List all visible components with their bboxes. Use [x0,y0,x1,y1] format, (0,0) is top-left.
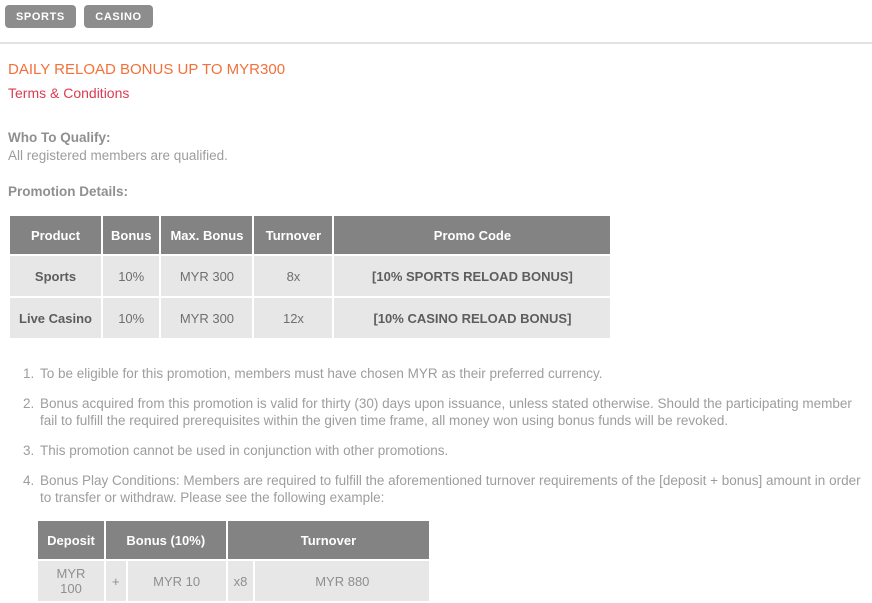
header-max-bonus: Max. Bonus [160,215,253,255]
list-item: 4. Bonus Play Conditions: Members are required to fulfill the aforementioned turnover requirements of the [deposit + bonus] amount in order to transfer or withdraw. Please see the following example: [38,472,864,506]
table-header-row [9,215,611,255]
list-item: 2. Bonus acquired from this promotion is valid for thirty (30) days upon issuance, unless stated otherwise. Should the participating member fail to fulfill the required prerequisites within the given time frame, all money won using bonus funds will be revoked. [38,395,864,429]
promo-content [0,61,872,603]
terms-list [8,365,864,506]
cell-turnover: 12x [253,297,333,339]
cell-turnover: 8x [253,255,333,297]
cell-product: Live Casino [9,297,102,339]
cell-max-bonus: MYR 300 [160,255,253,297]
tab-sports[interactable]: SPORTS [5,5,76,28]
terms-conditions-link[interactable]: Terms & Conditions [8,85,130,101]
cell-bonus: 10% [102,297,160,339]
list-item: 3. This promotion cannot be used in conjunction with other promotions. [38,442,864,459]
cell-promo-code: [10% CASINO RELOAD BONUS] [333,297,611,339]
tab-bar [0,0,872,28]
cell-bonus-amount: MYR 10 [127,560,227,602]
table-row [37,560,430,602]
table-header-row [37,520,430,560]
page-title: DAILY RELOAD BONUS UP TO MYR300 [8,61,286,78]
cell-plus-operator: + [105,560,127,602]
table-row [9,255,611,297]
turnover-example-table [36,519,431,603]
cell-bonus: 10% [102,255,160,297]
header-turnover: Turnover [253,215,333,255]
cell-max-bonus: MYR 300 [160,297,253,339]
promotion-details-table [8,214,612,340]
cell-product: Sports [9,255,102,297]
header-promo-code: Promo Code [333,215,611,255]
tab-casino[interactable]: CASINO [84,5,152,28]
header-product: Product [9,215,102,255]
header-bonus-percent: Bonus (10%) [105,520,227,560]
qualify-text: All registered members are qualified. [8,148,228,163]
cell-deposit: MYR 100 [37,560,105,602]
cell-turnover-amount: MYR 880 [254,560,430,602]
cell-multiplier: x8 [227,560,255,602]
header-bonus: Bonus [102,215,160,255]
header-divider [0,42,872,44]
table-row [9,297,611,339]
cell-promo-code: [10% SPORTS RELOAD BONUS] [333,255,611,297]
header-deposit: Deposit [37,520,105,560]
list-item: 1. To be eligible for this promotion, members must have chosen MYR as their preferred currency. [38,365,864,382]
qualify-heading: Who To Qualify: [8,130,111,145]
header-turnover: Turnover [227,520,431,560]
details-heading: Promotion Details: [8,184,129,199]
